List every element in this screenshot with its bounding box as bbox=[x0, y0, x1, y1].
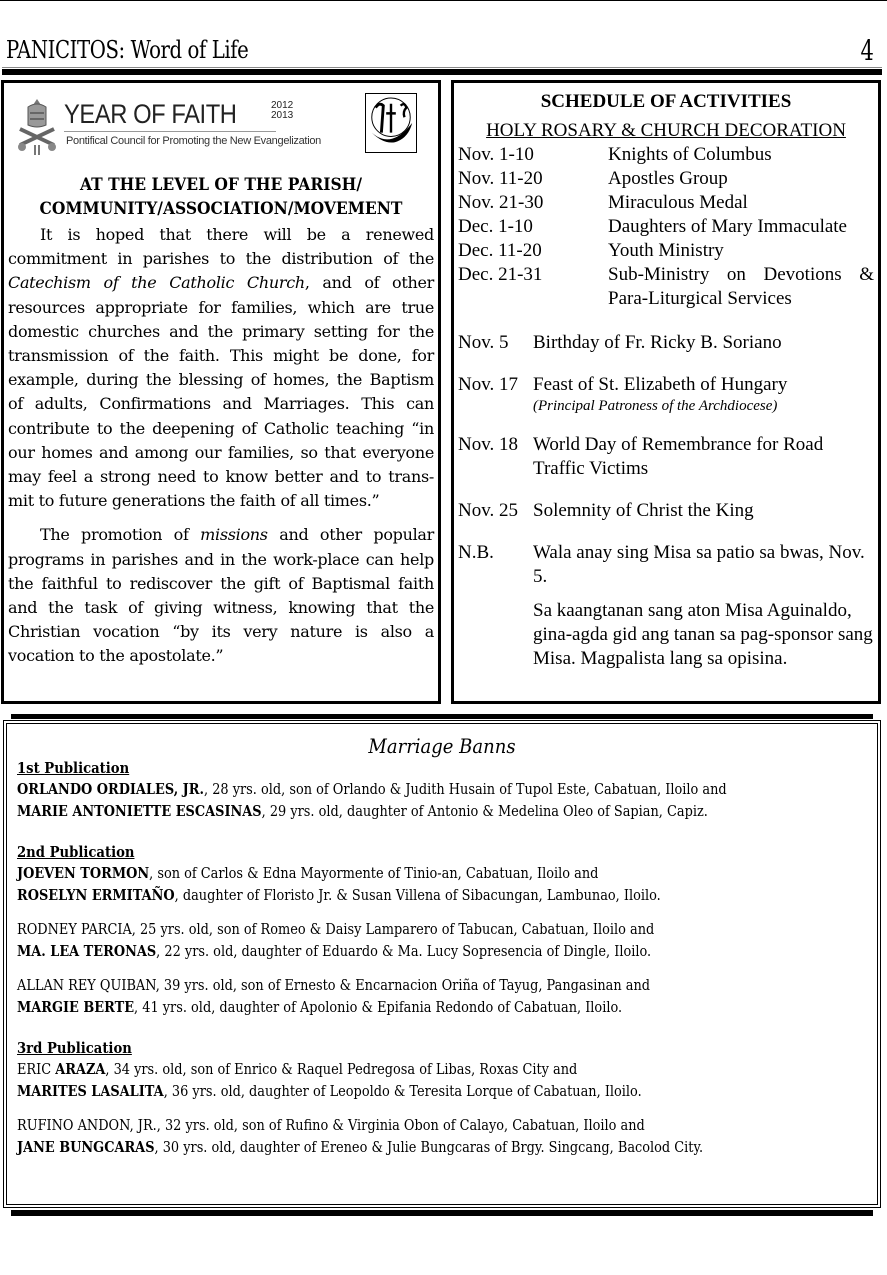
para1-text-a: It is hoped that there will be a renewed commitment in parishes to the distribution of the bbox=[8, 225, 434, 269]
rosary-row bbox=[458, 239, 874, 263]
banns-entry bbox=[17, 918, 748, 940]
newsletter-title: PANICITOS: Word of Life bbox=[6, 36, 249, 64]
rosary-subtitle: HOLY ROSARY & CHURCH DECORATION bbox=[486, 120, 846, 141]
banns-entry bbox=[17, 1114, 748, 1136]
pontifical-council-subtitle: Pontifical Council for Promoting the New Evangelization bbox=[66, 135, 321, 147]
rosary-list bbox=[458, 143, 874, 311]
groom-details: , 28 yrs. old, son of Orlando & Judith Husain of Tupol Este, Cabatuan, Iloilo and bbox=[203, 780, 727, 798]
banns-entry bbox=[17, 778, 748, 800]
groom-name: ORLANDO ORDIALES, JR. bbox=[17, 780, 204, 798]
bride-name: ROSELYN ERMITAÑO bbox=[17, 886, 175, 904]
banns-entry bbox=[17, 1080, 748, 1102]
year-of-faith-logo bbox=[8, 91, 434, 161]
event-text: Birthday of Fr. Ricky B. Soriano bbox=[533, 332, 782, 353]
nb-label: N.B. bbox=[458, 542, 494, 563]
rosary-date: Nov. 21-30 bbox=[458, 192, 544, 213]
year-of-faith-box bbox=[1, 80, 441, 704]
rosary-date: Dec. 1-10 bbox=[458, 216, 533, 237]
event-row bbox=[458, 331, 874, 355]
event-date: Nov. 18 bbox=[458, 434, 518, 455]
bride-name: MA. LEA TERONAS bbox=[17, 942, 157, 960]
bride-details: , 30 yrs. old, daughter of Ereneo & Julie Bungcaras of Brgy. Singcang, Bacolod City. bbox=[154, 1138, 704, 1156]
rosary-group: Knights of Columbus bbox=[608, 144, 772, 165]
groom-name: ARAZA bbox=[55, 1060, 106, 1078]
rosary-date: Nov. 1-10 bbox=[458, 144, 534, 165]
banns-entry bbox=[17, 974, 748, 996]
paragraph-renewed-commitment bbox=[8, 223, 434, 513]
spacer bbox=[17, 822, 867, 842]
logo-divider bbox=[64, 131, 276, 132]
paragraph-missions bbox=[8, 523, 434, 668]
year-of-faith-years bbox=[271, 101, 293, 121]
event-note: (Principal Patroness of the Archdiocese) bbox=[533, 398, 778, 414]
banns-title: Marriage Banns bbox=[368, 734, 516, 758]
groom-name: RUFINO ANDON, JR. bbox=[17, 1116, 157, 1134]
event-date: Nov. 25 bbox=[458, 500, 518, 521]
schedule-title: SCHEDULE OF ACTIVITIES bbox=[540, 91, 792, 112]
para2-text-a: The promotion of bbox=[40, 525, 201, 545]
groom-details: , 25 yrs. old, son of Romeo & Daisy Lamparero of Tabucan, Cabatuan, Iloilo and bbox=[131, 920, 655, 938]
marriage-banns-section bbox=[3, 714, 881, 1218]
groom-name: ALLAN REY QUIBAN bbox=[17, 976, 156, 994]
para1-text-b: , and of other resources appropriate for families, which are true domestic churches and the primary setting for the transmission of the faith. This might be done, for example, during the blessing of homes, the Baptism of adults, Confirmations and Marriages. This can contribute to the deepening of Catholic teaching “in our homes and among our families, so that everyone may feel a strong need to know better and to trans-mit to future generations the faith of all times.” bbox=[8, 273, 434, 511]
spacer bbox=[17, 1102, 867, 1114]
banns-entry bbox=[17, 862, 748, 884]
parish-heading bbox=[21, 173, 421, 221]
para2-text-b: and other popular programs in parishes and in the work-place can help the faithful to rediscover the gift of Baptismal faith and the task of giving witness, knowing that the Christian vocation “by its very nature is also a vocation to the apostolate.” bbox=[8, 525, 434, 666]
top-border-line bbox=[0, 0, 887, 1]
groom-details: , 39 yrs. old, son of Ernesto & Encarnacion Oriña of Tayug, Pangasinan and bbox=[155, 976, 651, 994]
rosary-row bbox=[458, 167, 874, 191]
publication-heading: 3rd Publication bbox=[17, 1039, 132, 1057]
year-bottom: 2013 bbox=[271, 110, 294, 121]
bride-details: , 36 yrs. old, daughter of Leopoldo & Teresita Lorque of Cabatuan, Iloilo. bbox=[163, 1082, 642, 1100]
banns-entry bbox=[17, 1058, 748, 1080]
groom-details: , 32 yrs. old, son of Rufino & Virginia Obon of Calayo, Cabatuan, Iloilo and bbox=[156, 1116, 645, 1134]
rosary-row bbox=[458, 143, 874, 167]
event-text: Solemnity of Christ the King bbox=[533, 500, 754, 521]
marriage-banns-box bbox=[3, 720, 881, 1208]
rosary-group: Youth Ministry bbox=[608, 240, 724, 261]
nb-paragraph: Wala anay sing Misa sa patio sa bwas, Nov. 5. bbox=[533, 542, 865, 587]
event-text: World Day of Remembrance for Road Traffic Victims bbox=[533, 434, 824, 479]
banns-entry bbox=[17, 884, 748, 906]
groom-name: JOEVEN TORMON bbox=[17, 864, 150, 882]
rosary-group: Sub-Ministry on Devotions & Para-Liturgical Services bbox=[608, 264, 874, 309]
rosary-group: Apostles Group bbox=[608, 168, 728, 189]
rosary-date: Dec. 11-20 bbox=[458, 240, 542, 261]
groom-details: , 34 yrs. old, son of Enrico & Raquel Pedregosa of Libas, Roxas City and bbox=[105, 1060, 578, 1078]
rosary-row bbox=[458, 215, 874, 239]
header-rule-thick bbox=[2, 69, 882, 75]
event-date: Nov. 5 bbox=[458, 332, 509, 353]
rosary-date: Nov. 11-20 bbox=[458, 168, 543, 189]
publication-heading: 2nd Publication bbox=[17, 843, 135, 861]
parish-heading-line2: COMMUNITY/ASSOCIATION/MOVEMENT bbox=[39, 199, 403, 218]
groom-name: RODNEY PARCIA bbox=[17, 920, 132, 938]
parish-heading-line1: AT THE LEVEL OF THE PARISH/ bbox=[79, 175, 363, 194]
event-text: Feast of St. Elizabeth of Hungary bbox=[533, 374, 788, 395]
bride-details: , daughter of Floristo Jr. & Susan Villena of Sibacungan, Lambunao, Iloilo. bbox=[174, 886, 661, 904]
para2-italic-missions: missions bbox=[200, 525, 268, 545]
page-number: 4 bbox=[860, 34, 874, 67]
event-row bbox=[458, 373, 874, 415]
year-top: 2012 bbox=[271, 100, 294, 111]
rosary-row bbox=[458, 191, 874, 215]
bride-name: MARGIE BERTE bbox=[17, 998, 135, 1016]
bride-details: , 41 yrs. old, daughter of Apolonio & Epifania Redondo of Cabatuan, Iloilo. bbox=[134, 998, 623, 1016]
rosary-date: Dec. 21-31 bbox=[458, 264, 543, 285]
spacer bbox=[17, 906, 867, 918]
page-header bbox=[6, 34, 878, 70]
event-text-block bbox=[533, 373, 874, 415]
schedule-box bbox=[451, 80, 881, 704]
rosary-row bbox=[458, 263, 874, 311]
rosary-group: Daughters of Mary Immaculate bbox=[608, 216, 847, 237]
year-of-faith-boat-icon bbox=[365, 93, 417, 153]
spacer bbox=[17, 962, 867, 974]
nb-paragraph: Sa kaangtanan sang aton Misa Aguinaldo, gina-agda gid ang tanan sa pag-sponsor sang Misa. Magpalista lang sa opisina. bbox=[533, 600, 873, 669]
event-date: Nov. 17 bbox=[458, 374, 518, 395]
rosary-group: Miraculous Medal bbox=[608, 192, 748, 213]
header-rule-thin bbox=[2, 67, 882, 68]
banns-entry bbox=[17, 1136, 748, 1158]
nota-bene bbox=[458, 541, 874, 671]
year-of-faith-title: YEAR OF FAITH bbox=[64, 99, 237, 129]
banns-entry bbox=[17, 996, 748, 1018]
event-row bbox=[458, 433, 874, 481]
spacer bbox=[17, 1018, 867, 1038]
publication-heading: 1st Publication bbox=[17, 759, 130, 777]
bride-name: JANE BUNGCARAS bbox=[17, 1138, 155, 1156]
event-row bbox=[458, 499, 874, 523]
bride-details: , 22 yrs. old, daughter of Eduardo & Ma. Lucy Sopresencia of Dingle, Iloilo. bbox=[156, 942, 652, 960]
papal-seal-icon bbox=[16, 97, 58, 157]
banns-entry bbox=[17, 940, 748, 962]
banns-frame-bottom bbox=[11, 1210, 873, 1216]
nb-body bbox=[533, 541, 874, 671]
bride-details: , 29 yrs. old, daughter of Antonio & Medelina Oleo of Sapian, Capiz. bbox=[261, 802, 708, 820]
bride-name: MARITES LASALITA bbox=[17, 1082, 164, 1100]
banns-entry bbox=[17, 800, 748, 822]
bride-name: MARIE ANTONIETTE ESCASINAS bbox=[17, 802, 262, 820]
banns-frame-top bbox=[11, 714, 873, 719]
groom-first-name: ERIC bbox=[17, 1060, 56, 1078]
para1-italic-catechism: Catechism of the Catholic Church bbox=[8, 273, 305, 293]
groom-details: , son of Carlos & Edna Mayormente of Tinio-an, Cabatuan, Iloilo and bbox=[149, 864, 599, 882]
